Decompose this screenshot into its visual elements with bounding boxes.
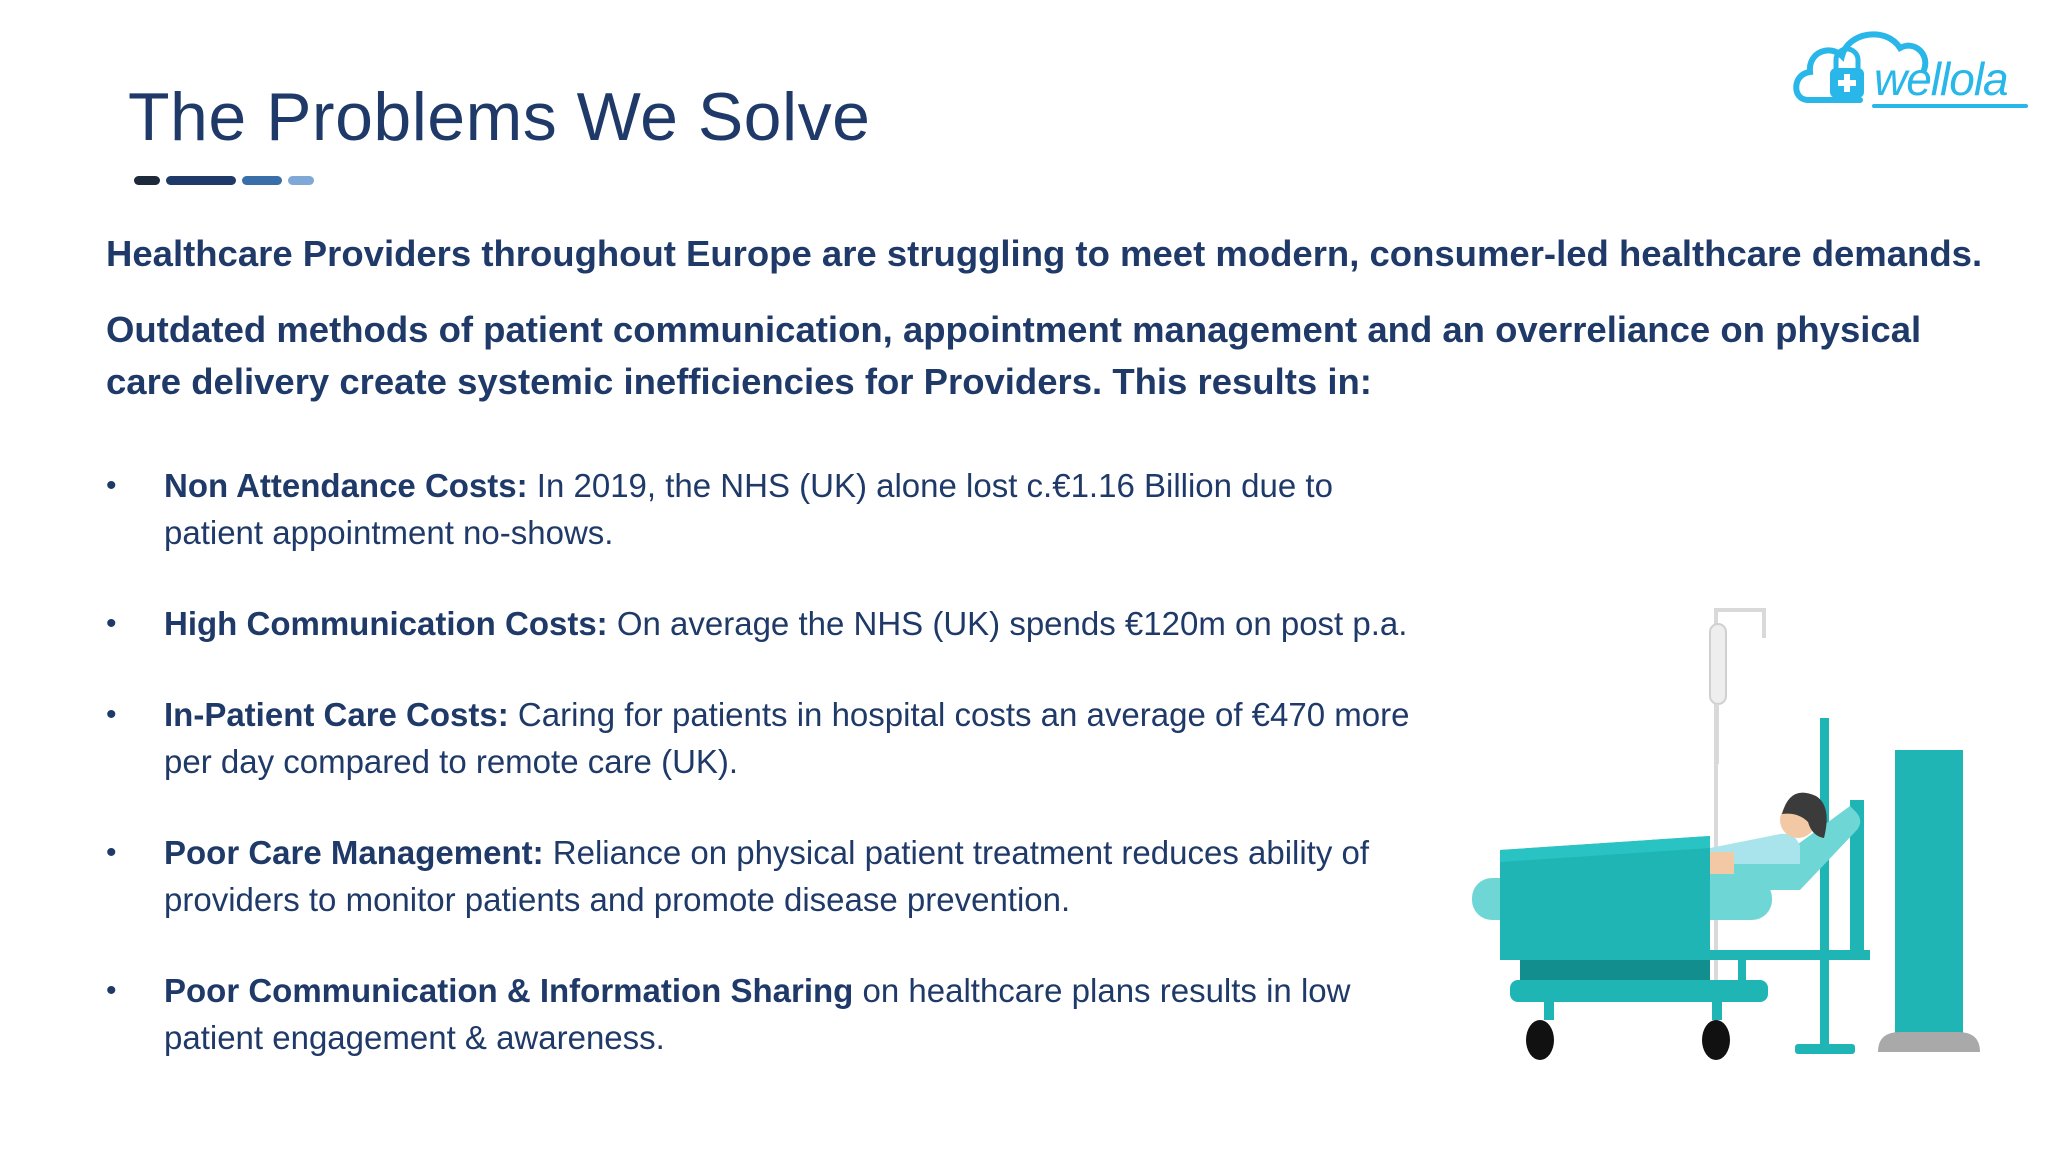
bullet-text: In 2019, the NHS (UK) alone lost c.€1.16 Billion due to patient appointment no-shows. (164, 467, 1333, 551)
problems-list (106, 462, 1436, 1105)
dash-2 (166, 176, 236, 185)
bullet-title: In-Patient Care Costs: (164, 696, 509, 733)
bullet-title: High Communication Costs: (164, 605, 608, 642)
bullet-title: Non Attendance Costs: (164, 467, 528, 504)
logo-wordmark: wellola (1874, 53, 2008, 105)
list-item-care-management (106, 829, 1436, 923)
bullet-icon: • (106, 698, 117, 731)
dash-1 (134, 176, 160, 185)
bullet-text: Caring for patients in hospital costs an average of €470 more per day compared to remote care (UK). (164, 696, 1410, 780)
bullet-icon: • (106, 974, 117, 1007)
intro-problem-statement: Outdated methods of patient communication, appointment management and an overreliance on physical care delivery create systemic inefficiencies for Providers. This results in: (106, 309, 1922, 402)
bullet-title: Poor Communication & Information Sharing (164, 972, 854, 1009)
bullet-icon: • (106, 469, 117, 502)
bullet-icon: • (106, 607, 117, 640)
bullet-icon: • (106, 836, 117, 869)
list-item-information-sharing (106, 967, 1436, 1061)
list-item-non-attendance (106, 462, 1436, 556)
bullet-title: Poor Care Management: (164, 834, 544, 871)
bullet-text: On average the NHS (UK) spends €120m on post p.a. (607, 605, 1408, 642)
dash-4 (288, 176, 314, 185)
bullet-text: on healthcare plans results in low patient engagement & awareness. (164, 972, 1351, 1056)
page-title: The Problems We Solve (128, 79, 871, 155)
bullet-text: Reliance on physical patient treatment reduces ability of providers to monitor patients and promote disease prevention. (164, 834, 1370, 918)
hospital-bed-patient-illustration (1460, 600, 2000, 1070)
list-item-communication-costs (106, 600, 1436, 647)
wellola-logo (1790, 14, 2030, 114)
hospital-bed-icon (1460, 600, 2000, 1070)
intro-statement: Healthcare Providers throughout Europe are struggling to meet modern, consumer-led healthcare demands. (106, 233, 1983, 274)
dash-3 (242, 176, 282, 185)
list-item-in-patient-costs (106, 691, 1436, 785)
